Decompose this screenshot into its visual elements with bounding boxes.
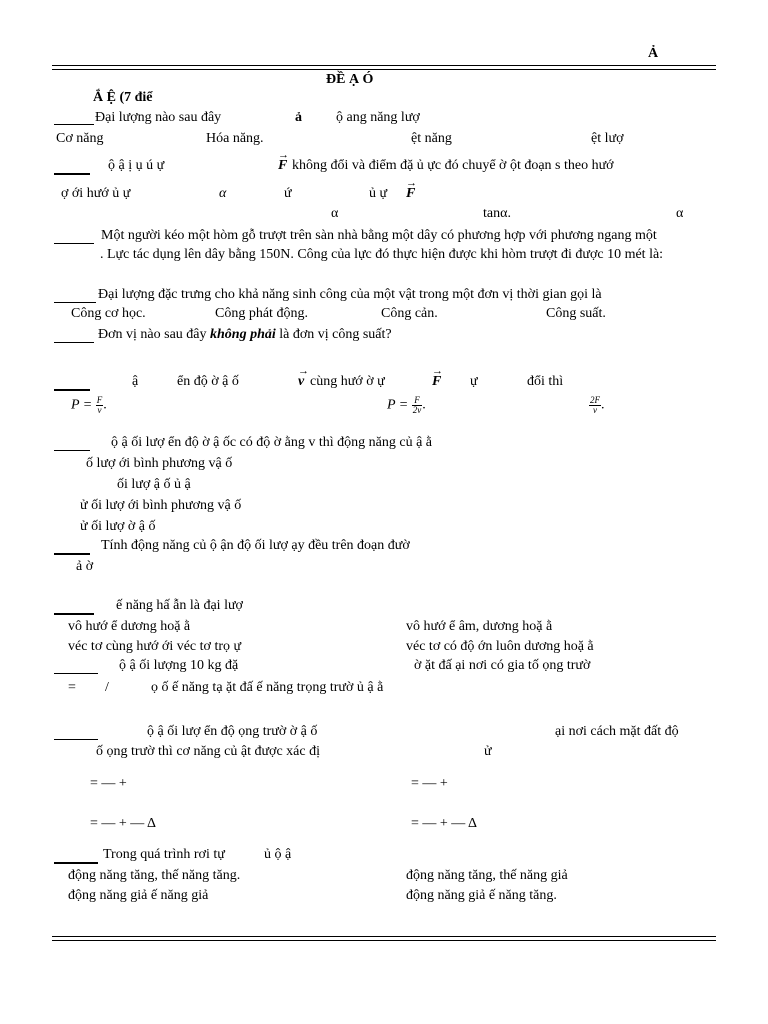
q9-option-d: véc tơ có độ ớn luôn dương hoặ ằ (406, 639, 594, 654)
q10-text: ộ ậ ối lượng 10 kg đặ (119, 658, 239, 673)
vector-v-symbol: → v (298, 374, 304, 390)
q1-answer-blank[interactable] (54, 124, 94, 125)
q12-text: Trong quá trình rơi tự (103, 847, 225, 862)
header-rule-bottom (52, 69, 716, 70)
q6-option-d-fraction (589, 396, 601, 415)
q6-option-c: P = $\frac{F}{2v}$ . (387, 395, 426, 415)
q6-option-a-num: F (96, 395, 103, 405)
header-top-right: Ả (648, 46, 659, 61)
q4-option-c: Công cản. (381, 306, 438, 321)
q6-text-d: ự (470, 374, 478, 389)
vector-f-symbol-2: → F (406, 186, 415, 202)
q1-text-a: ả (295, 110, 302, 125)
q1-option-a: Cơ năng (56, 131, 104, 146)
q9-option-a: vô hướ ể dương hoặ ằ (68, 619, 191, 634)
q7-option-a: ố lượ ới bình phương vậ ố (86, 456, 233, 471)
q6-text-e: đổi thì (527, 374, 564, 389)
q6-answer-blank[interactable] (54, 389, 90, 391)
q8-text: Tính động năng củ ộ ận độ ối lượ ạy đều trên đoạn đườ (101, 538, 410, 553)
q2-option-c: tanα. (483, 206, 511, 221)
q7-text: ộ ậ ối lượ ển độ ờ ậ ốc có độ ờ ằng v thì động năng củ ậ ằ (111, 435, 432, 450)
q11-line2-b: ử (484, 744, 492, 759)
q6-option-a-fraction (96, 396, 104, 415)
q6-vector-v (298, 374, 304, 390)
q2-option-d: α (676, 206, 684, 221)
q11-answer-blank[interactable] (54, 739, 98, 740)
q7-option-b: ối lượ ậ ố ủ ậ (117, 477, 191, 492)
exam-title: ĐỀ Ạ Ó (326, 72, 374, 87)
q9-text: ế năng hấ ẫn là đại lượ (116, 598, 243, 613)
q11-line2: ố ọng trườ thì cơ năng củ ật được xác đị (96, 744, 320, 759)
q8-answer-blank[interactable] (54, 553, 90, 555)
q1-text-rest: ộ ang năng lượ (336, 110, 420, 125)
q7-answer-blank[interactable] (54, 450, 90, 451)
q6-option-c-num: F (412, 396, 423, 406)
q1-option-b: Hóa năng. (206, 131, 264, 146)
footer-rule-top (52, 936, 716, 937)
section-heading: Ắ Ệ (7 điể (93, 90, 153, 105)
q4-answer-blank[interactable] (54, 302, 96, 303)
q6-vector-f (432, 374, 441, 390)
q12-option-d: động năng giả ế năng tăng. (406, 888, 557, 903)
q5-answer-blank[interactable] (54, 342, 94, 343)
q2-line2-a: ợ ới hướ ủ ự (61, 186, 131, 201)
vector-f-symbol: → F (278, 158, 287, 174)
q4-option-a: Công cơ học. (71, 306, 146, 321)
q6-option-d: $\frac{2F}{v}$ . (590, 395, 605, 415)
q6-option-a-pre: P = (71, 397, 93, 413)
q10-answer-blank[interactable] (54, 673, 98, 674)
q2-option-b: α (331, 206, 339, 221)
q4-text: Đại lượng đặc trưng cho khả năng sinh công của một vật trong một đơn vị thời gian gọi là (98, 287, 602, 302)
q6-option-a: P = $\frac{F}{v}$ . (71, 395, 107, 415)
q12-option-a: động năng tăng, thế năng tăng. (68, 868, 241, 883)
q4-option-b: Công phát động. (215, 306, 308, 321)
q2-line2-c: ủ ự (369, 186, 388, 201)
q9-answer-blank[interactable] (54, 613, 94, 615)
q6-option-c-den: 2v (412, 405, 422, 415)
vector-f-symbol-3: → F (432, 374, 441, 390)
header-rule-top (52, 65, 716, 66)
q1-option-d: ệt lượ (591, 131, 624, 146)
q1-option-c: ệt năng (411, 131, 452, 146)
q10-line2-text: ọ ố ế năng tạ ặt đấ ế năng trọng trườ ủ ậ ằ (151, 680, 384, 695)
q6-option-a-den: v (97, 405, 102, 415)
q2-text-vector (278, 158, 287, 174)
q6-text-c: cùng hướ ờ ự (310, 374, 385, 389)
q3-line2: . Lực tác dụng lên dây bằng 150N. Công của lực đó thực hiện được khi hòm trượt đi được 10 mét là: (100, 247, 664, 262)
q11-text: ộ ậ ối lượ ển độ ọng trườ ờ ậ ố (147, 724, 318, 739)
q5-emphasis: không phải (210, 327, 276, 342)
q4-option-d: Công suất. (546, 306, 606, 321)
q12-answer-blank[interactable] (54, 862, 98, 864)
q12-text-b: ủ ộ ậ (264, 847, 292, 862)
q9-option-b: vô hướ ể âm, dương hoặ ằ (406, 619, 553, 634)
q9-option-c: véc tơ cùng hướ ới véc tơ trọ ự (68, 639, 242, 654)
q10-text-b: ờ ặt đấ ại nơi có gia tố ọng trườ (414, 658, 591, 673)
q11-option-c: = — + — Δ (90, 816, 157, 831)
q6-option-c-fraction (412, 396, 423, 415)
q10-line2-eq: = (68, 680, 76, 695)
q10-line2-slash: / (105, 680, 109, 695)
q6-text-b: ển độ ờ ậ ố (177, 374, 239, 389)
q2-text-b: không đổi và điểm đặ ủ ực đó chuyể ờ ột đoạn s theo hướ (292, 158, 614, 173)
q7-option-c: ử ối lượ ới bình phương vậ ố (80, 498, 242, 513)
q3-answer-blank[interactable] (54, 243, 94, 244)
q5-text-post: là đơn vị công suất? (279, 327, 392, 342)
q2-line2-vector (406, 186, 415, 202)
q5-text-pre: Đơn vị nào sau đây (98, 327, 207, 342)
q6-option-d-den: v (593, 405, 597, 415)
q12-option-c: động năng giả ế năng giả (68, 888, 209, 903)
q2-text-a: ộ ậ ị ụ ú ự (108, 158, 165, 173)
q11-option-a: = — + (90, 776, 127, 791)
q11-option-d: = — + — Δ (411, 816, 478, 831)
q1-text: Đại lượng nào sau đây (95, 110, 222, 125)
q6-option-d-num: 2F (590, 395, 600, 405)
q2-line2-b: ứ (284, 186, 292, 201)
q6-text-a: ậ (132, 374, 139, 389)
q11-text-b: ại nơi cách mặt đất độ (555, 724, 679, 739)
q6-option-c-pre: P = (387, 397, 409, 413)
footer-rule-bottom (52, 940, 716, 941)
q7-option-d: ử ối lượ ờ ậ ố (80, 519, 156, 534)
q5-text (98, 327, 392, 343)
q2-line2-alpha: α (219, 186, 227, 201)
q11-option-b: = — + (411, 776, 448, 791)
q3-text: Một người kéo một hòm gỗ trượt trên sàn nhà bằng một dây có phương hợp với phương ngang một (101, 228, 657, 243)
q8-line2: ả ờ (76, 559, 94, 574)
q2-answer-blank[interactable] (54, 173, 90, 175)
q12-option-b: động năng tăng, thế năng giả (406, 868, 568, 883)
